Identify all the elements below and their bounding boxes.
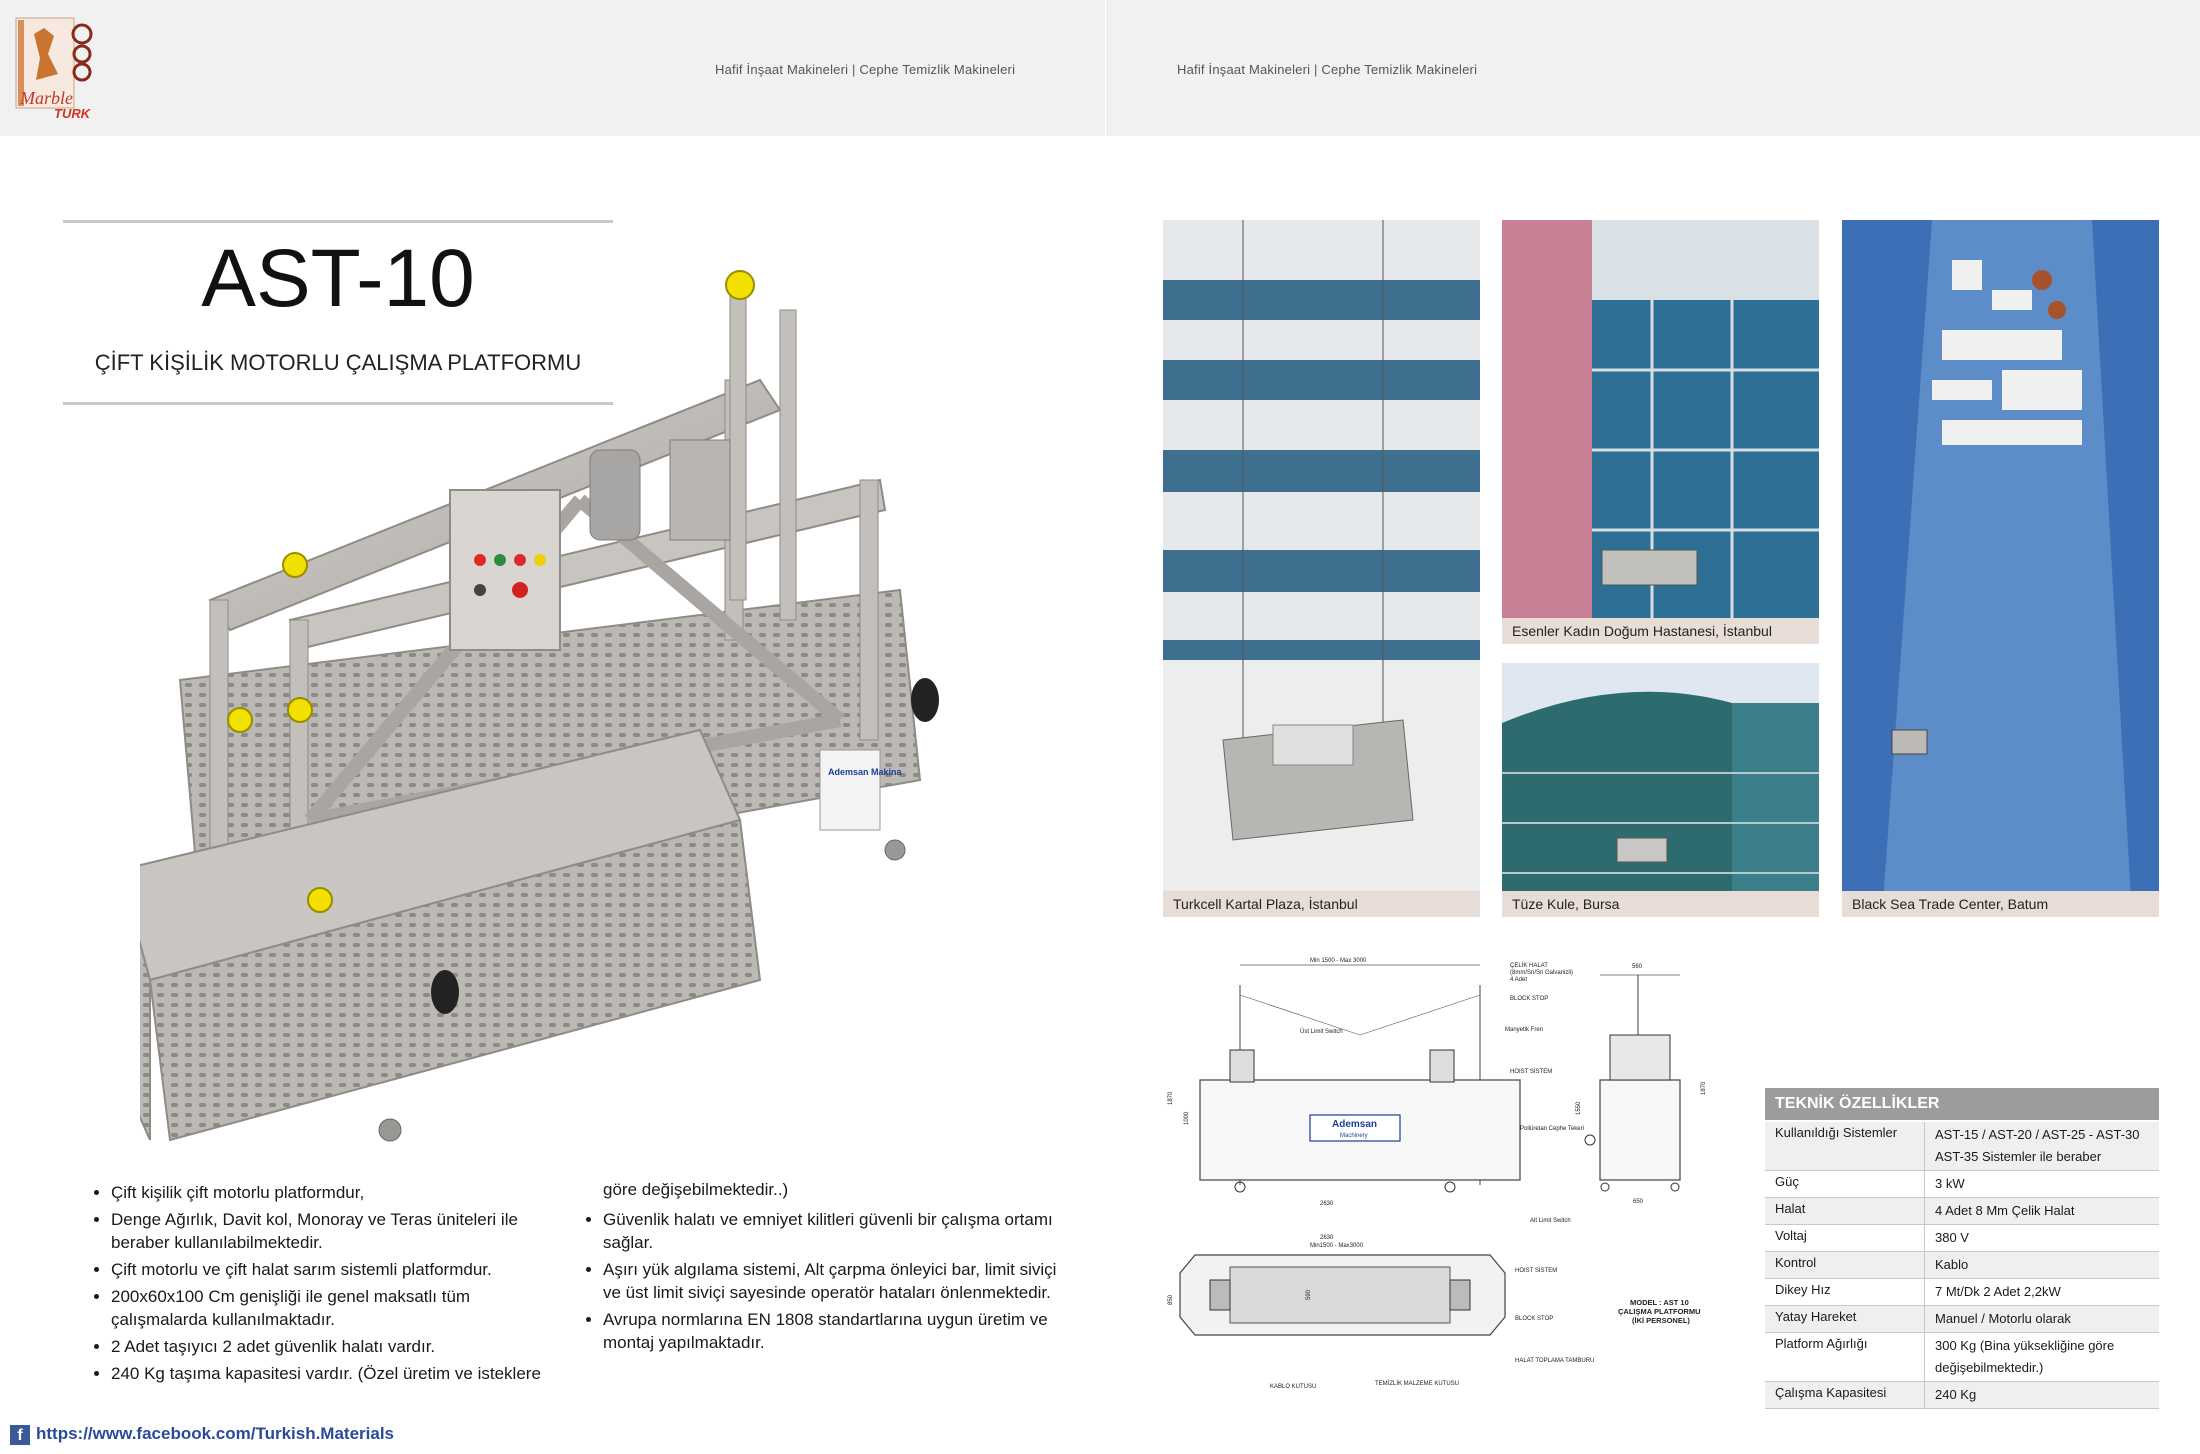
drawing-label-poliuretan: Poliüretan Cephe Tekeri — [1520, 1126, 1584, 1132]
spec-key: Kontrol — [1765, 1252, 1925, 1278]
drawing-dim-1870: 1870 — [1168, 1091, 1174, 1105]
spec-key: Çalışma Kapasitesi — [1765, 1382, 1925, 1408]
spec-value: 3 kW — [1935, 1176, 1965, 1191]
facebook-link[interactable] — [10, 1424, 394, 1445]
svg-text:Marble: Marble — [20, 88, 73, 108]
photo-caption: Black Sea Trade Center, Batum — [1842, 891, 2159, 917]
spec-key: Dikey Hız — [1765, 1279, 1925, 1305]
drawing-label-celik2: (8mm/Sn/Sn Galvanizli) — [1510, 970, 1574, 976]
feature-item: • Denge Ağırlık, Davit kol, Monoray ve Teras üniteleri ile beraber kullanılabilmektedir. — [111, 1208, 571, 1254]
photo-tuze-kule — [1502, 663, 1819, 917]
drawing-dim-side-top: 560 — [1632, 964, 1643, 970]
photo-black-sea-trade-center — [1842, 220, 2159, 917]
drawing-dim-650: 650 — [1633, 1199, 1644, 1205]
drawing-label-alt-limit: Alt Limit Switch — [1530, 1218, 1571, 1224]
spec-row — [1765, 1333, 2159, 1382]
spec-row — [1765, 1306, 2159, 1333]
spec-value: Manuel / Motorlu olarak — [1935, 1311, 2071, 1326]
photo-caption: Turkcell Kartal Plaza, İstanbul — [1163, 891, 1480, 917]
drawing-dim-minmax2: Min1500 - Max3000 — [1310, 1243, 1364, 1249]
drawing-label-kablo: KABLO KUTUSU — [1270, 1384, 1317, 1390]
spec-value: 300 Kg (Bina yüksekliğine göre değişebilmektedir.) — [1935, 1338, 2115, 1375]
drawing-label-ust-limit: Üst Limit Switch — [1300, 1029, 1343, 1035]
feature-item: • Çift motorlu ve çift halat sarım sistemli platformdur. — [111, 1258, 571, 1281]
photo-turkcell-kartal-plaza — [1163, 220, 1480, 917]
spec-row — [1765, 1279, 2159, 1306]
drawing-brand-sub: Machinery — [1340, 1133, 1368, 1139]
marble-turk-logo — [14, 14, 94, 120]
photo-caption: Esenler Kadın Doğum Hastanesi, İstanbul — [1502, 618, 1819, 644]
drawing-label-manyetik: Manyetik Fren — [1505, 1027, 1544, 1033]
facebook-url[interactable]: https://www.facebook.com/Turkish.Materials — [36, 1424, 395, 1443]
feature-item: • 2 Adet taşıyıcı 2 adet güvenlik halatı vardır. — [111, 1335, 571, 1358]
spec-row — [1765, 1122, 2159, 1171]
drawing-dim-1550: 1550 — [1576, 1101, 1582, 1115]
technical-drawing — [1160, 955, 1730, 1395]
spec-row — [1765, 1198, 2159, 1225]
machine-plate-label: Ademsan Makina — [828, 767, 902, 777]
spec-value: 240 Kg — [1935, 1387, 1977, 1402]
drawing-label-block2: BLOCK STOP — [1515, 1316, 1554, 1322]
feature-item: • 200x60x100 Cm genişliği ile genel maksatlı tüm çalışmalarda kullanılmaktadır. — [111, 1285, 571, 1331]
feature-item: • Aşırı yük algılama sistemi, Alt çarpma önleyici bar, limit siviçi ve üst limit siviçi sayesinde operatör hataları önlenmektedir. — [603, 1258, 1063, 1304]
spec-row — [1765, 1252, 2159, 1279]
drawing-label-block: BLOCK STOP — [1510, 996, 1549, 1002]
drawing-model-line3: (İKİ PERSONEL) — [1632, 1316, 1690, 1325]
features-list-left — [81, 1181, 571, 1389]
top-header-bar — [0, 0, 2200, 136]
drawing-model-line1: MODEL : AST 10 — [1630, 1298, 1689, 1307]
spec-key: Güç — [1765, 1171, 1925, 1197]
spec-row — [1765, 1171, 2159, 1198]
drawing-label-hoist: HOIST SİSTEM — [1510, 1069, 1553, 1075]
spec-key: Yatay Hareket — [1765, 1306, 1925, 1332]
drawing-dim-top: Min 1500 - Max 3000 — [1310, 958, 1367, 964]
drawing-dim-2630b: 2630 — [1320, 1235, 1334, 1241]
title-rule-top — [63, 220, 613, 223]
feature-continuation: göre değişebilmektedir..) — [603, 1180, 789, 1199]
feature-item: • Güvenlik halatı ve emniyet kilitleri güvenli bir çalışma ortamı sağlar. — [603, 1208, 1063, 1254]
drawing-dim-850: 850 — [1168, 1294, 1174, 1305]
feature-item: • Avrupa normlarına EN 1808 standartlarına uygun üretim ve montaj yapılmaktadır. — [603, 1308, 1063, 1354]
spec-value: 7 Mt/Dk 2 Adet 2,2kW — [1935, 1284, 2061, 1299]
product-model: AST-10 — [201, 233, 475, 324]
feature-item: • Çift kişilik çift motorlu platformdur, — [111, 1181, 571, 1204]
svg-text:TURK: TURK — [54, 106, 91, 120]
spec-key: Voltaj — [1765, 1225, 1925, 1251]
drawing-dim-1000: 1000 — [1184, 1111, 1190, 1125]
spec-key: Halat — [1765, 1198, 1925, 1224]
spec-key: Kullanıldığı Sistemler — [1765, 1122, 1925, 1170]
photo-caption: Tüze Kule, Bursa — [1502, 891, 1819, 917]
feature-item: • 240 Kg taşıma kapasitesi vardır. (Özel üretim ve isteklere — [111, 1362, 571, 1385]
drawing-model-line2: ÇALIŞMA PLATFORMU — [1618, 1307, 1701, 1316]
drawing-label-celik3: 4 Adet — [1510, 977, 1528, 983]
drawing-label-temizlik: TEMİZLİK MALZEME KUTUSU — [1375, 1381, 1460, 1387]
drawing-dim-2630: 2630 — [1320, 1201, 1334, 1207]
drawing-dim-590: 590 — [1306, 1289, 1312, 1300]
header-text-right: Hafif İnşaat Makineleri | Cephe Temizlik Makineleri — [1177, 62, 1478, 77]
drawing-brand: Ademsan — [1332, 1119, 1378, 1130]
drawing-label-halat: HALAT TOPLAMA TAMBURU — [1515, 1358, 1595, 1364]
spec-key: Platform Ağırlığı — [1765, 1333, 1925, 1381]
drawing-dim-1870b: 1870 — [1701, 1081, 1707, 1095]
spec-value: Kablo — [1935, 1257, 1969, 1272]
header-divider — [1105, 0, 1106, 136]
spec-value: AST-15 / AST-20 / AST-25 - AST-30 AST-35 Sistemler ile beraber — [1935, 1127, 2140, 1164]
platform-illustration — [140, 260, 1010, 1180]
facebook-icon: f — [10, 1425, 30, 1445]
spec-value: 4 Adet 8 Mm Çelik Halat — [1935, 1203, 2075, 1218]
features-list-right — [573, 1208, 1063, 1358]
specs-title: TEKNİK ÖZELLİKLER — [1765, 1088, 2159, 1120]
spec-value: 380 V — [1935, 1230, 1969, 1245]
drawing-label-hoist2: HOIST SİSTEM — [1515, 1268, 1558, 1274]
specs-table — [1765, 1122, 2159, 1409]
drawing-label-celik: ÇELİK HALAT — [1510, 963, 1548, 969]
header-text-left: Hafif İnşaat Makineleri | Cephe Temizlik Makineleri — [715, 62, 1016, 77]
photo-esenler-hastanesi — [1502, 220, 1819, 644]
spec-row — [1765, 1225, 2159, 1252]
product-subtitle: ÇİFT KİŞİLİK MOTORLU ÇALIŞMA PLATFORMU — [94, 350, 582, 375]
spec-row — [1765, 1382, 2159, 1409]
